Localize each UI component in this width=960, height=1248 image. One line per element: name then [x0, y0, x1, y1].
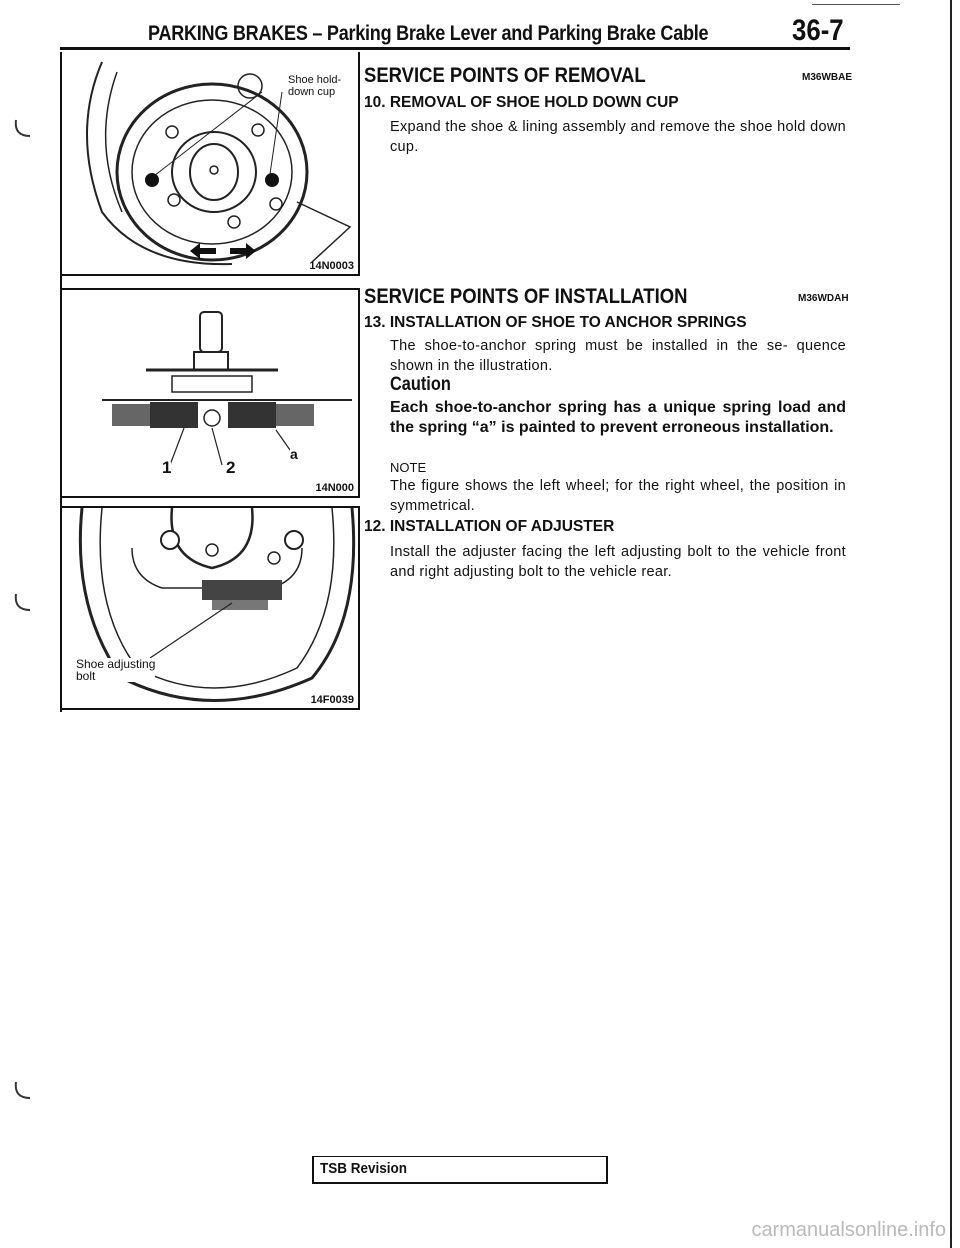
page-header-title: PARKING BRAKES – Parking Brake Lever and Parking Brake Cable [148, 22, 709, 45]
binding-mark [14, 592, 32, 614]
figure-shoe-hold-down-cup [62, 52, 360, 276]
note-text: The figure shows the left wheel; for the right wheel, the position in symmetrical. [390, 478, 846, 514]
caution-title: Caution [390, 374, 451, 395]
figure-label-down-cup: down cup [288, 86, 336, 98]
caution-text: Each shoe-to-anchor spring has a unique spring load and the spring “a” is painted to prevent erroneous installation. [390, 399, 846, 436]
section-title-installation: SERVICE POINTS OF INSTALLATION [364, 285, 688, 308]
figure-label-shoe-hold: Shoe hold- [288, 74, 342, 86]
right-edge-rule [950, 0, 952, 1248]
tsb-revision-box [312, 1156, 608, 1183]
item-heading-13: 13. INSTALLATION OF SHOE TO ANCHOR SPRINGS [364, 314, 747, 331]
item-heading-10: 10. REMOVAL OF SHOE HOLD DOWN CUP [364, 94, 679, 111]
note-title: NOTE [390, 460, 427, 475]
figure-code: 14N0003 [309, 260, 354, 272]
figure-label-bolt: bolt [76, 669, 96, 683]
section-code-removal: M36WBAE [802, 72, 853, 83]
figure-label-shoe-adjusting: Shoe adjusting [76, 657, 156, 671]
section-title-removal: SERVICE POINTS OF REMOVAL [364, 64, 646, 87]
figure-label-1: 1 [162, 458, 172, 477]
spring-installation-drawing [62, 290, 358, 496]
page-number: 36-7 [792, 14, 844, 47]
binding-mark [14, 118, 32, 140]
watermark: carmanualsonline.info [751, 1219, 946, 1241]
section-code-installation: M36WDAH [798, 293, 849, 304]
tsb-revision-label: TSB Revision [320, 1160, 408, 1177]
item-text-13: The shoe-to-anchor spring must be installed in the se- quence shown in the illustration. [390, 338, 846, 374]
figure-code: 14N000 [315, 482, 354, 494]
item-heading-12: 12. INSTALLATION OF ADJUSTER [364, 518, 615, 535]
figure-label-2: 2 [226, 458, 236, 477]
binding-mark [14, 1080, 32, 1102]
header-rule [60, 47, 850, 50]
item-text-12: Install the adjuster facing the left adjusting bolt to the vehicle front and right adjusting bolt to the vehicle rear. [390, 544, 846, 580]
figure-anchor-springs [62, 288, 360, 498]
figure-code: 14F0039 [310, 694, 354, 706]
header-tab-line [812, 4, 900, 5]
tsb-rule [312, 1182, 608, 1184]
figure-shoe-adjusting-bolt [62, 506, 360, 710]
figure-label-a: a [290, 446, 298, 462]
item-text-10: Expand the shoe & lining assembly and remove the shoe hold down cup. [390, 119, 846, 155]
